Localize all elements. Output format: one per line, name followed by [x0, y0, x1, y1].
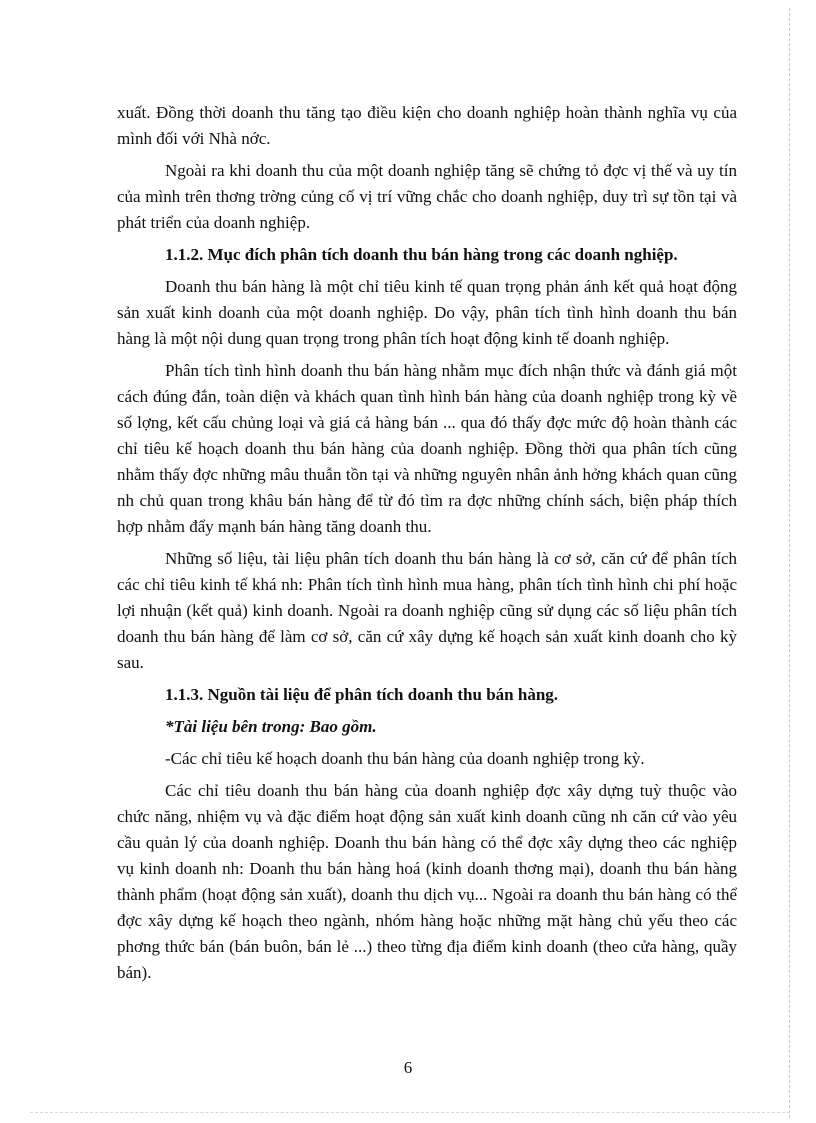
- page-number: 6: [403, 1058, 413, 1077]
- section-heading-1-1-2: 1.1.2. Mục đích phân tích doanh thu bán hàng trong các doanh nghiệp.: [165, 245, 678, 264]
- paragraph-revenue-indicator: Doanh thu bán hàng là một chỉ tiêu kinh tế quan trọng phản ánh kết quả hoạt động sản xuất kinh doanh của một doanh nghiệp. Do vậy, phân tích tình hình doanh thu bán hàng là một nội dung quan trọng trong phân tích hoạt động kinh tế doanh nghiệp.: [117, 277, 737, 348]
- paragraph-indicator-construction: Các chỉ tiêu doanh thu bán hàng của doanh nghiệp đợc xây dựng tuỳ thuộc vào chức năng, nhiệm vụ và đặc điểm hoạt động sản xuất kinh doanh cũng nh căn cứ vào yêu cầu quản lý của doanh nghiệp. Doanh thu bán hàng có thể đợc xây dựng theo các nghiệp vụ kinh doanh nh: Doanh thu bán hàng hoá (kinh doanh thơng mại), doanh thu bán hàng thành phẩm (hoạt động sản xuất), doanh thu dịch vụ... Ngoài ra doanh thu bán hàng có thể đợc xây dựng kế hoạch theo ngành, nhóm hàng hoặc những mặt hàng chủ yếu theo các phơng thức bán (bán buôn, bán lẻ ...) theo từng địa điểm kinh doanh (theo cửa hàng, quầy bán).: [117, 781, 737, 982]
- paragraph-continuation: xuất. Đồng thời doanh thu tăng tạo điều kiện cho doanh nghiệp hoàn thành nghĩa vụ của mình đối với Nhà nớc.: [117, 103, 737, 148]
- subheading-internal-sources: *Tài liệu bên trong: Bao gồm.: [165, 717, 377, 736]
- page-border-bottom: [30, 1112, 790, 1113]
- document-body: [117, 100, 737, 992]
- page-border-right: [789, 8, 790, 1118]
- paragraph-plan-indicators: -Các chỉ tiêu kế hoạch doanh thu bán hàng của doanh nghiệp trong kỳ.: [165, 749, 645, 768]
- paragraph-analysis-data-use: Những số liệu, tài liệu phân tích doanh thu bán hàng là cơ sở, căn cứ để phân tích các chỉ tiêu kinh tế khá nh: Phân tích tình hình mua hàng, phân tích tình hình chi phí hoặc lợi nhuận (kết quả) kinh doanh. Ngoài ra doanh nghiệp cũng sử dụng các số liệu phân tích doanh thu bán hàng để làm cơ sở, căn cứ xây dựng kế hoạch sản xuất kinh doanh cho kỳ sau.: [117, 549, 737, 672]
- paragraph-revenue-reputation: Ngoài ra khi doanh thu của một doanh nghiệp tăng sẽ chứng tỏ đợc vị thế và uy tín của mình trên thơng trờng củng cố vị trí vững chắc cho doanh nghiệp, duy trì sự tồn tại và phát triển của doanh nghiệp.: [117, 161, 737, 232]
- paragraph-analysis-purpose: Phân tích tình hình doanh thu bán hàng nhằm mục đích nhận thức và đánh giá một cách đúng đắn, toàn diện và khách quan tình hình bán hàng của doanh nghiệp trong kỳ về số lợng, kết cấu chủng loại và giá cả hàng bán ... qua đó thấy đợc mức độ hoàn thành các chỉ tiêu kế hoạch doanh thu bán hàng của doanh nghiệp. Đồng thời qua phân tích cũng nhằm thấy đợc những mâu thuẫn tồn tại và những nguyên nhân ảnh hởng khách quan cũng nh chủ quan trong khâu bán hàng để từ đó tìm ra đợc những chính sách, biện pháp thích hợp nhằm đẩy mạnh bán hàng tăng doanh thu.: [117, 361, 737, 536]
- section-heading-1-1-3: 1.1.3. Nguồn tài liệu để phân tích doanh thu bán hàng.: [165, 685, 559, 704]
